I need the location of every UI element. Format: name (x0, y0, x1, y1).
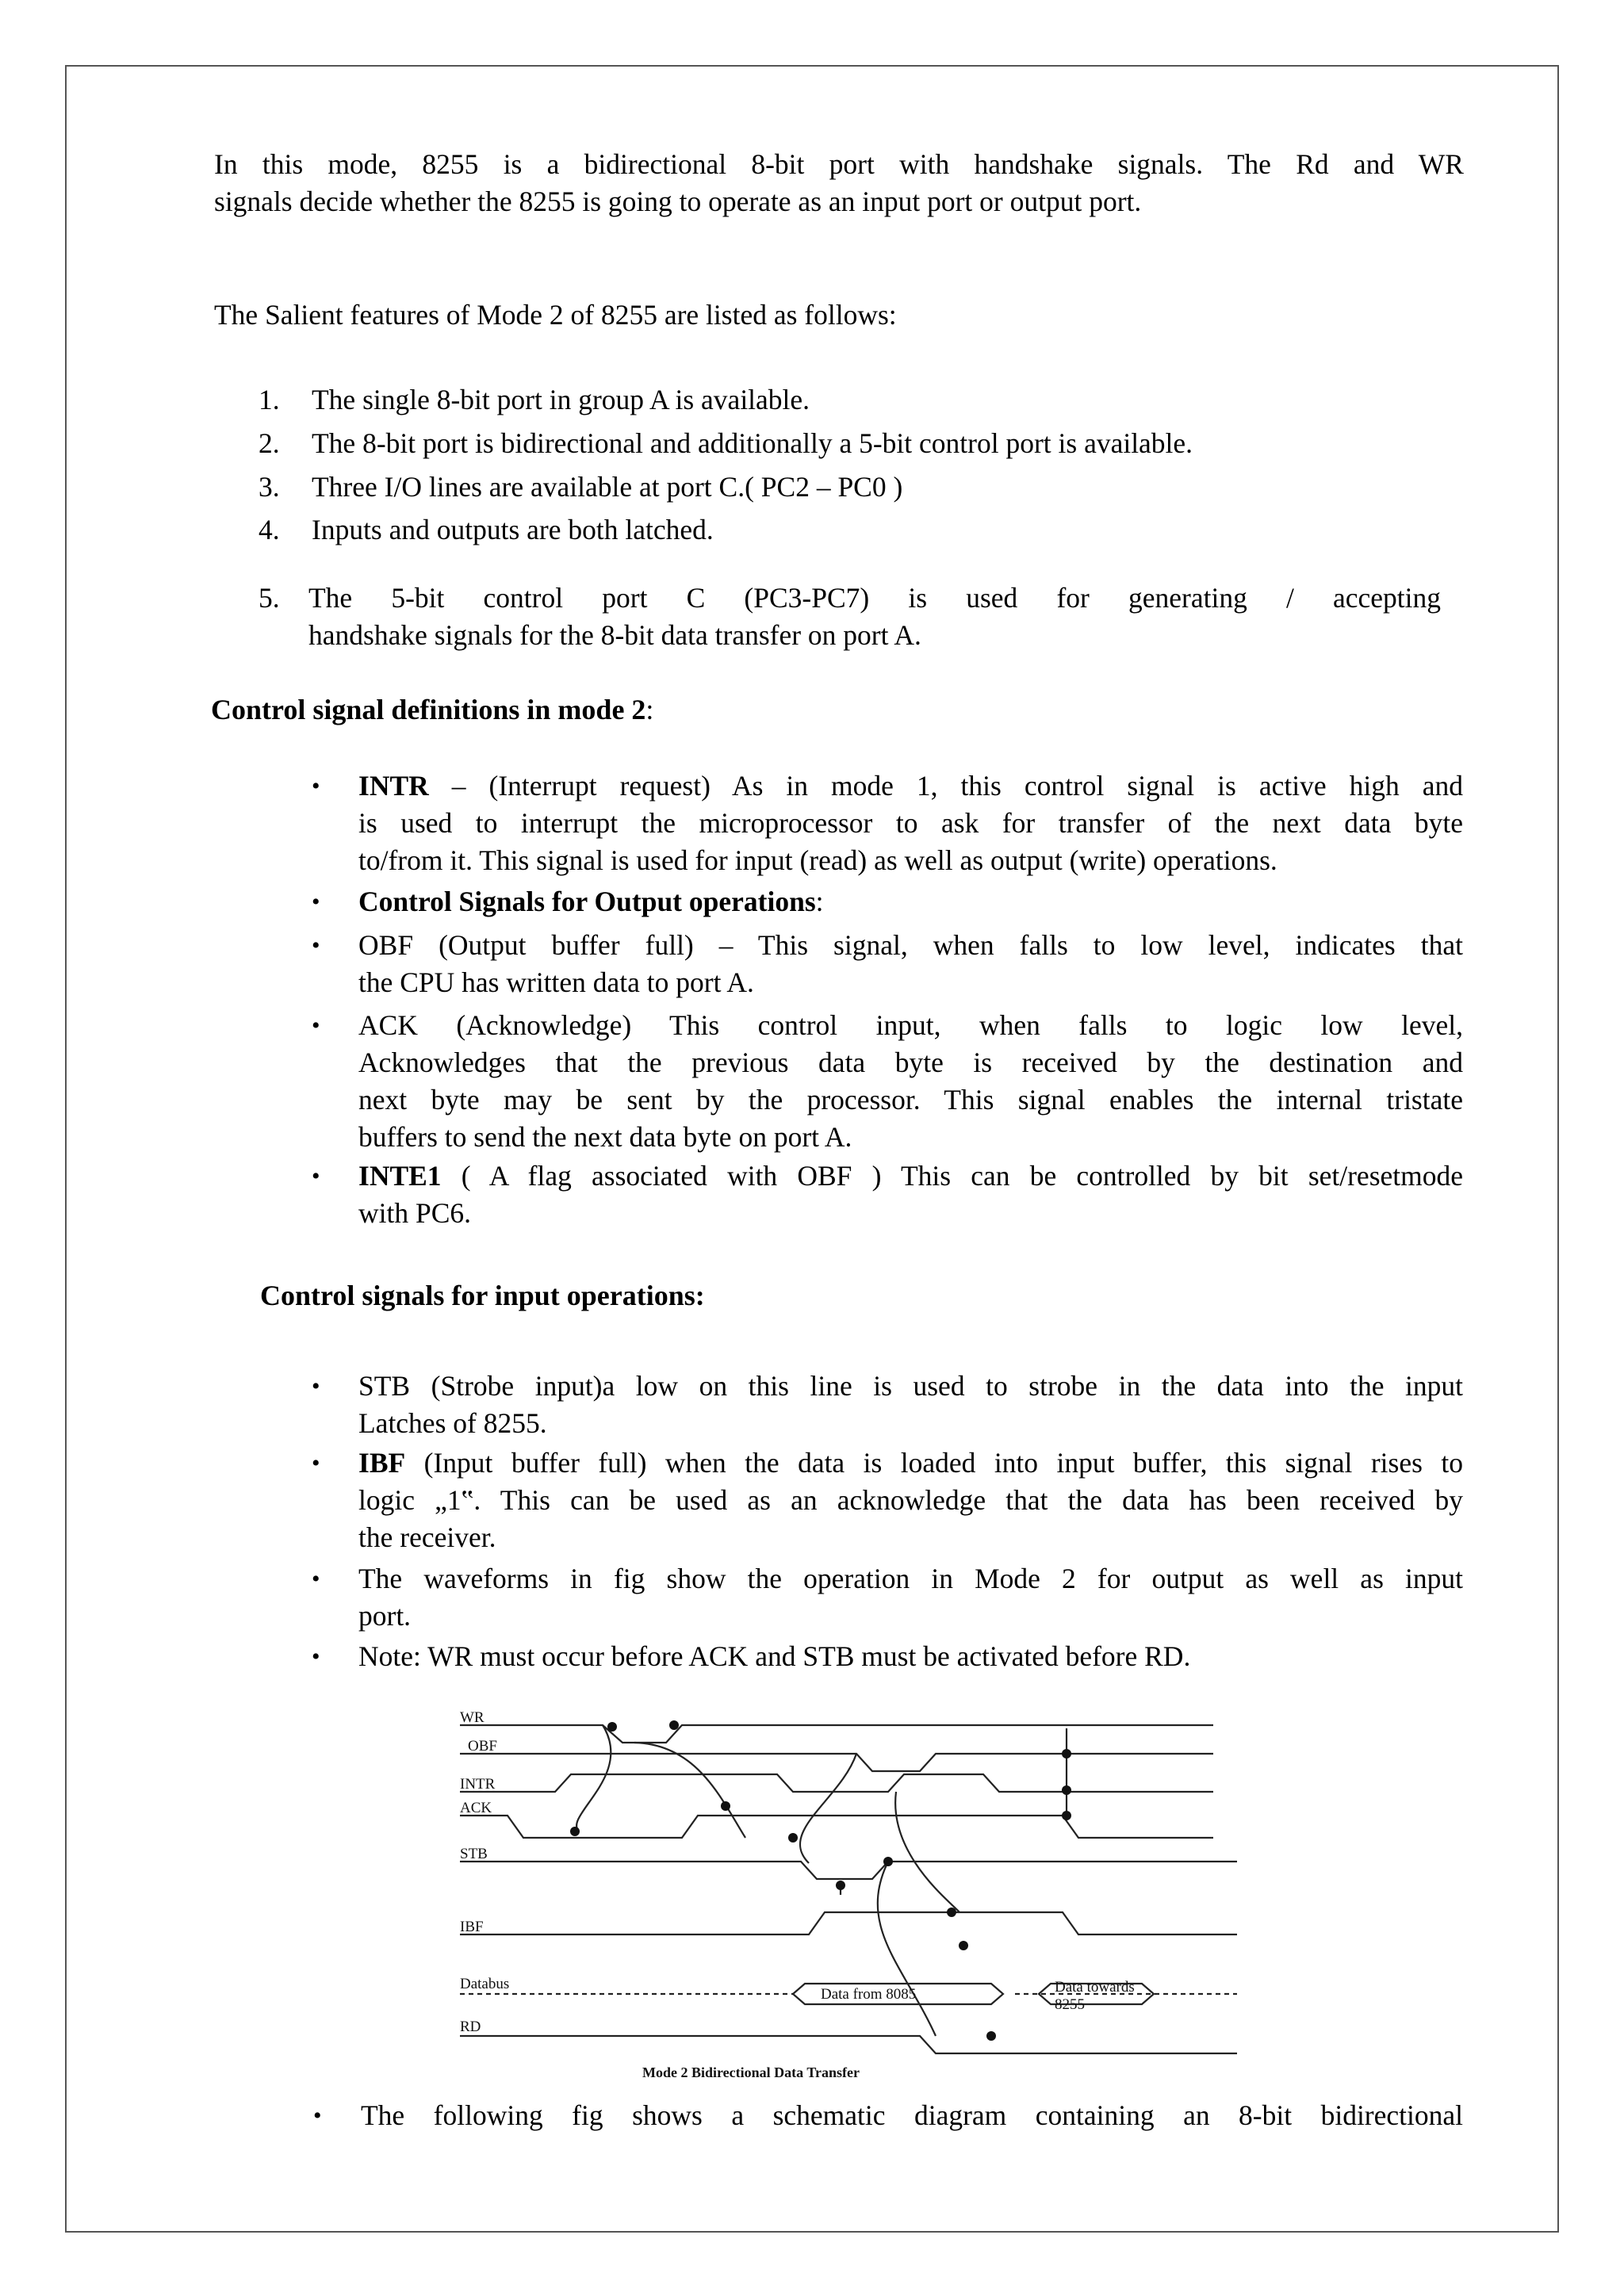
timing-diagram (444, 1705, 1269, 2085)
control-heading-colon: : (645, 694, 654, 725)
inte1-line-1 (358, 1158, 1463, 1195)
signal-label-rd: RD (460, 2019, 481, 2035)
bullet-dot: • (312, 1644, 320, 1670)
bullet-dot: • (312, 1012, 320, 1039)
waveforms-line-2: port. (358, 1600, 412, 1632)
signal-label-obf: OBF (468, 1738, 497, 1755)
bullet-dot: • (313, 2103, 322, 2129)
diagram-caption: Mode 2 Bidirectional Data Transfer (642, 2064, 860, 2080)
marker-dot (721, 1801, 730, 1811)
obf-line-1: OBF (Output buffer full) – This signal, when falls to low level, indicates that (358, 929, 1463, 961)
signal-label-ibf: IBF (460, 1919, 484, 1935)
arrow-ack-obf (800, 1754, 856, 1863)
data-towards-label-1: Data towards (1055, 1979, 1135, 1996)
intr-line-2: is used to interrupt the microprocessor to ask for transfer of the next data byte (358, 807, 1463, 839)
stb-waveform (460, 1862, 1237, 1879)
marker-dot (1062, 1811, 1071, 1820)
bullet-dot: • (312, 1450, 320, 1476)
intr-line-1 (358, 767, 1463, 805)
list-item: Inputs and outputs are both latched. (312, 514, 714, 545)
rd-waveform (460, 2036, 1237, 2053)
features-heading: The Salient features of Mode 2 of 8255 are listed as follows: (214, 299, 897, 331)
ack-line-3: next byte may be sent by the processor. This signal enables the internal tristate (358, 1084, 1463, 1115)
timing-diagram-svg (444, 1705, 1269, 2085)
ibf-text: (Input buffer full) when the data is loaded into input buffer, this signal rises to (405, 1447, 1463, 1479)
marker-dot (570, 1827, 580, 1836)
marker-dot (607, 1722, 617, 1732)
bullet-dot: • (312, 1373, 320, 1399)
ack-line-1: ACK (Acknowledge) This control input, when falls to logic low level, (358, 1009, 1463, 1041)
ibf-waveform (460, 1912, 1237, 1934)
signal-label-ack: ACK (460, 1800, 492, 1816)
list-item-line-2: handshake signals for the 8-bit data transfer on port A. (308, 619, 921, 651)
list-number: 3. (259, 471, 280, 503)
last-bullet-line: The following fig shows a schematic diagram containing an 8-bit bidirectional (361, 2099, 1463, 2131)
marker-dot (836, 1881, 845, 1890)
signal-label-wr: WR (460, 1709, 485, 1726)
intro-line-2: signals decide whether the 8255 is going to operate as an input port or output port. (214, 186, 1142, 217)
arrow-rd-ibf (878, 1862, 936, 2036)
list-number: 5. (259, 582, 280, 614)
control-heading-bold: Control signal definitions in mode 2 (211, 694, 646, 725)
intr-waveform (460, 1774, 1213, 1792)
marker-dot (788, 1833, 798, 1843)
ack-line-4: buffers to send the next data byte on port A. (358, 1121, 852, 1153)
list-item: Three I/O lines are available at port C.( PC2 – PC0 ) (312, 471, 903, 503)
marker-dot (883, 1857, 893, 1866)
output-ops-colon: : (815, 886, 824, 917)
bullet-dot: • (312, 1566, 320, 1592)
inte1-line-2: with PC6. (358, 1197, 472, 1229)
intr-text: – (Interrupt request) As in mode 1, this control signal is active high and (428, 770, 1463, 802)
arrow-obf-ack (634, 1743, 745, 1838)
ibf-term: IBF (358, 1447, 406, 1479)
data-from-label: Data from 8085 (821, 1986, 917, 2003)
marker-dot (986, 2031, 996, 2041)
ibf-line-3: the receiver. (358, 1521, 496, 1553)
ibf-line-2: logic „1‟. This can be used as an acknowledge that the data has been received by (358, 1484, 1463, 1516)
intro-line-1: In this mode, 8255 is a bidirectional 8-bit port with handshake signals. The Rd and WR (214, 148, 1464, 180)
marker-dot (1062, 1749, 1071, 1758)
output-ops-bold: Control Signals for Output operations (358, 886, 816, 917)
bullet-dot: • (312, 889, 320, 915)
list-number: 4. (259, 514, 280, 545)
intr-term: INTR (358, 770, 429, 802)
signal-label-intr: INTR (460, 1776, 496, 1793)
intr-line-3: to/from it. This signal is used for input (read) as well as output (write) operations. (358, 844, 1277, 876)
marker-dot (947, 1908, 956, 1917)
inte1-text: ( A flag associated with OBF ) This can be controlled by bit set/resetmode (441, 1160, 1463, 1192)
list-item: The 8-bit port is bidirectional and additionally a 5-bit control port is available. (312, 427, 1193, 459)
bullet-dot: • (312, 773, 320, 799)
signal-label-stb: STB (460, 1846, 488, 1862)
ack-line-2: Acknowledges that the previous data byte is received by the destination and (358, 1047, 1463, 1078)
marker-dot (959, 1941, 968, 1950)
list-number: 2. (259, 427, 280, 459)
inte1-term: INTE1 (358, 1160, 442, 1192)
stb-line-2: Latches of 8255. (358, 1407, 547, 1439)
obf-line-2: the CPU has written data to port A. (358, 966, 754, 998)
signal-label-databus: Databus (460, 1976, 510, 1992)
bullet-dot: • (312, 1163, 320, 1189)
wr-waveform (460, 1725, 1213, 1743)
output-ops-heading (358, 883, 1463, 920)
data-towards-label-2: 8255 (1055, 1996, 1085, 2013)
ibf-line-1 (358, 1445, 1463, 1482)
list-number: 1. (259, 384, 280, 415)
input-heading: Control signals for input operations: (260, 1280, 705, 1311)
list-item-line-1: The 5-bit control port C (PC3-PC7) is used for generating / accepting (308, 582, 1441, 614)
waveforms-line-1: The waveforms in fig show the operation in Mode 2 for output as well as input (358, 1563, 1463, 1594)
obf-waveform (460, 1754, 1213, 1771)
list-item: The single 8-bit port in group A is available. (312, 384, 810, 415)
bullet-dot: • (312, 932, 320, 959)
control-heading (211, 691, 653, 729)
arrow-wr-intr (576, 1725, 611, 1831)
arrow-ibf-intr (895, 1792, 959, 1912)
note-line: Note: WR must occur before ACK and STB must be activated before RD. (358, 1640, 1191, 1672)
marker-dot (669, 1720, 679, 1730)
stb-line-1: STB (Strobe input)a low on this line is used to strobe in the data into the input (358, 1370, 1463, 1402)
marker-dot (1062, 1785, 1071, 1795)
